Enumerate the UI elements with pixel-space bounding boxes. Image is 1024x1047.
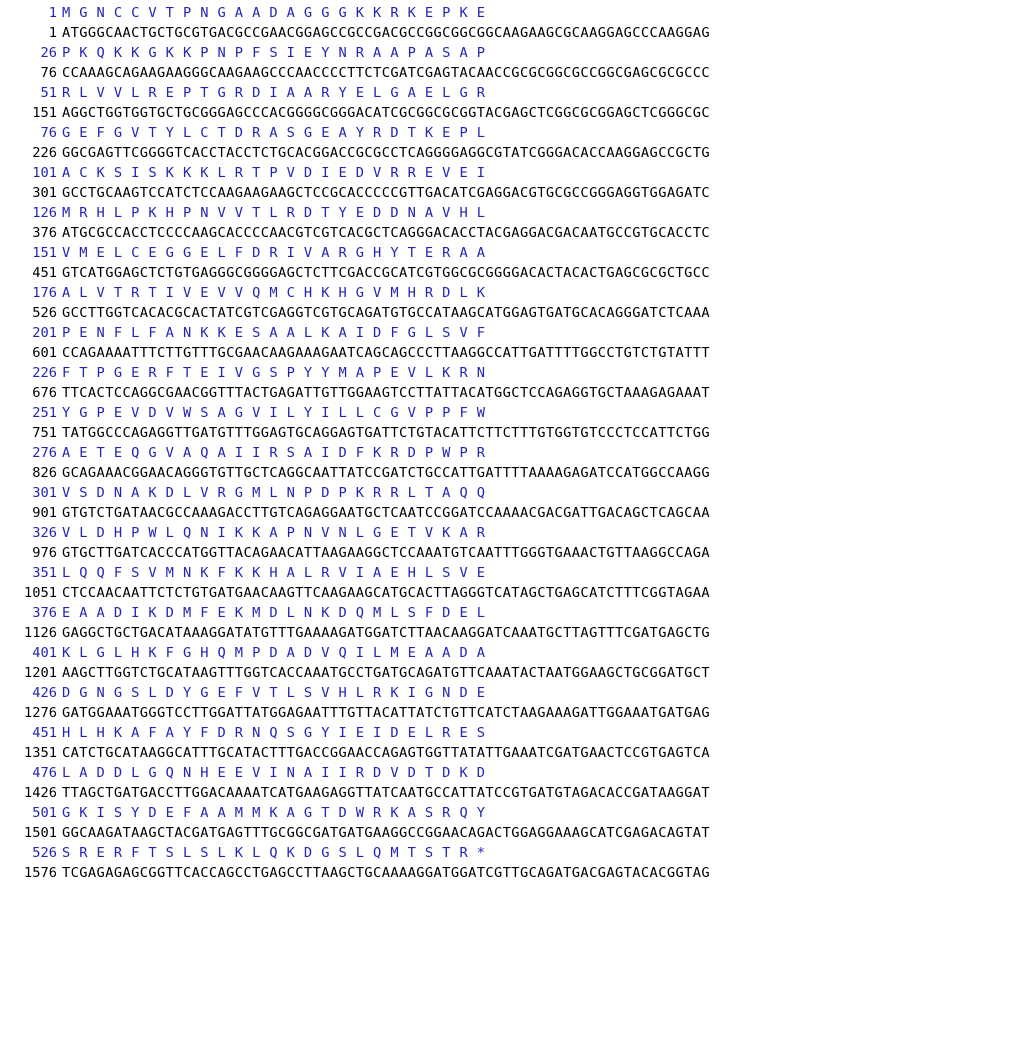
dna-sequence: GCCTGCAAGTCCATCTCCAAGAAGAAGCTCCGCACCCCCGTTGACATCGAGGACGTGCGCCGGGAGGTGGAGATC [62,185,711,201]
dna-row [0,103,1024,123]
dna-position-number: 1276 [24,705,57,721]
protein-sequence: M R H L P K H P N V V T L R D T Y E D D N A V H L [62,205,486,221]
protein-position-number: 126 [32,205,57,221]
dna-row [0,143,1024,163]
dna-row [0,663,1024,683]
protein-position-number: 301 [32,485,57,501]
dna-sequence: GTGCTTGATCACCCATGGTTACAGAACATTAAGAAGGCTCCAAATGTCAATTTGGGTGAAACTGTTAAGGCCAGA [62,545,711,561]
protein-sequence: L A D D L G Q N H E E V I N A I I R D V D T D K D [62,765,486,781]
dna-position-number: 301 [32,185,57,201]
dna-sequence: TCGAGAGAGCGGTTCACCAGCCTGAGCCTTAAGCTGCAAAAGGATGGATCGTTGCAGATGACGAGTACACGGTAG [62,865,711,881]
protein-position-number: 51 [40,85,57,101]
dna-row [0,23,1024,43]
dna-sequence: CTCCAACAATTCTCTGTGATGAACAAGTTCAAGAAGCATGCACTTAGGGTCATAGCTGAGCATCTTTCGGTAGAA [62,585,711,601]
protein-position-number: 151 [32,245,57,261]
protein-position-number: 1 [48,5,57,21]
protein-row [0,683,1024,703]
protein-row [0,283,1024,303]
protein-sequence: G E F G V T Y L C T D R A S G E A Y R D T K E P L [62,125,486,141]
dna-sequence: GGCAAGATAAGCTACGATGAGTTTGCGGCGATGATGAAGGCCGGAACAGACTGGAGGAAAGCATCGAGACAGTAT [62,825,711,841]
dna-row [0,503,1024,523]
dna-row [0,223,1024,243]
dna-row [0,623,1024,643]
protein-position-number: 251 [32,405,57,421]
protein-sequence: F T P G E R F T E I V G S P Y Y M A P E V L K R N [62,365,486,381]
dna-position-number: 1426 [24,785,57,801]
dna-row [0,743,1024,763]
dna-sequence: GGCGAGTTCGGGGTCACCTACCTCTGCACGGACCGCGCCTCAGGGGAGGCGTATCGGGACACCAAGGAGCCGCTG [62,145,711,161]
dna-sequence: AGGCTGGTGGTGCTGCGGGAGCCCACGGGGCGGGACATCGCGGCGCGGTACGAGCTCGGCGCGGAGCTCGGGCGC [62,105,711,121]
protein-position-number: 526 [32,845,57,861]
dna-row [0,263,1024,283]
protein-row [0,43,1024,63]
dna-position-number: 526 [32,305,57,321]
dna-row [0,583,1024,603]
protein-sequence: A E T E Q G V A Q A I I R S A I D F K R D P W P R [62,445,486,461]
dna-position-number: 676 [32,385,57,401]
protein-row [0,403,1024,423]
protein-sequence: G K I S Y D E F A A M M K A G T D W R K A S R Q Y [62,805,486,821]
dna-row [0,343,1024,363]
dna-sequence: CCAGAAAATTTCTTGTTTGCGAACAAGAAAGAATCAGCAGCCCTTAAGGCCATTGATTTTGGCCTGTCTGTATTT [62,345,711,361]
protein-row [0,163,1024,183]
protein-position-number: 401 [32,645,57,661]
dna-row [0,463,1024,483]
dna-row [0,383,1024,403]
protein-sequence: S R E R F T S L S L K L Q K D G S L Q M T S T R * [62,845,486,861]
dna-position-number: 1501 [24,825,57,841]
protein-row [0,803,1024,823]
protein-row [0,843,1024,863]
protein-row [0,443,1024,463]
dna-position-number: 1 [48,25,57,41]
protein-position-number: 176 [32,285,57,301]
dna-sequence: GCAGAAACGGAACAGGGTGTTGCTCAGGCAATTATCCGATCTGCCATTGATTTTAAAAGAGATCCATGGCCAAGG [62,465,711,481]
protein-row [0,603,1024,623]
protein-position-number: 451 [32,725,57,741]
protein-row [0,83,1024,103]
dna-sequence: GATGGAAATGGGTCCTTGGATTATGGAGAATTTGTTACATTATCTGTTCATCTAAGAAAGATTGGAAATGATGAG [62,705,711,721]
dna-sequence: GAGGCTGCTGACATAAAGGATATGTTTGAAAAGATGGATCTTAACAAGGATCAAATGCTTAGTTTCGATGAGCTG [62,625,711,641]
protein-row [0,323,1024,343]
dna-row [0,303,1024,323]
protein-sequence: A L V T R T I V E V V Q M C H K H G V M H R D L K [62,285,486,301]
dna-row [0,863,1024,883]
dna-position-number: 1351 [24,745,57,761]
protein-sequence: V L D H P W L Q N I K K A P N V N L G E T V K A R [62,525,486,541]
dna-sequence: GTGTCTGATAACGCCAAAGACCTTGTCAGAGGAATGCTCAATCCGGATCCAAAACGACGATTGACAGCTCAGCAA [62,505,711,521]
protein-position-number: 76 [40,125,57,141]
dna-position-number: 751 [32,425,57,441]
dna-position-number: 601 [32,345,57,361]
protein-sequence: A C K S I S K K K L R T P V D I E D V R R E V E I [62,165,486,181]
protein-row [0,563,1024,583]
protein-sequence: E A A D I K D M F E K M D L N K D Q M L S F D E L [62,605,486,621]
protein-sequence: P E N F L F A N K K E S A A L K A I D F G L S V F [62,325,486,341]
dna-row [0,783,1024,803]
dna-position-number: 1201 [24,665,57,681]
protein-position-number: 226 [32,365,57,381]
protein-position-number: 476 [32,765,57,781]
protein-position-number: 351 [32,565,57,581]
protein-row [0,203,1024,223]
protein-position-number: 276 [32,445,57,461]
protein-row [0,3,1024,23]
dna-position-number: 376 [32,225,57,241]
dna-position-number: 151 [32,105,57,121]
dna-sequence: TATGGCCCAGAGGTTGATGTTTGGAGTGCAGGAGTGATTCTGTACATTCTTCTTTGTGGTGTCCCTCCATTCTGG [62,425,711,441]
dna-position-number: 451 [32,265,57,281]
protein-sequence: L Q Q F S V M N K F K K H A L R V I A E H L S V E [62,565,486,581]
protein-position-number: 501 [32,805,57,821]
dna-sequence: TTAGCTGATGACCTTGGACAAAATCATGAAGAGGTTATCAATGCCATTATCCGTGATGTAGACACCGATAAGGAT [62,785,711,801]
dna-sequence: GCCTTGGTCACACGCACTATCGTCGAGGTCGTGCAGATGTGCCATAAGCATGGAGTGATGCACAGGGATCTCAAA [62,305,711,321]
protein-row [0,243,1024,263]
protein-sequence: H L H K A F A Y F D R N Q S G Y I E I D E L R E S [62,725,486,741]
dna-position-number: 901 [32,505,57,521]
dna-sequence: GTCATGGAGCTCTGTGAGGGCGGGGAGCTCTTCGACCGCATCGTGGCGCGGGGACACTACACTGAGCGCGCTGCC [62,265,711,281]
protein-position-number: 326 [32,525,57,541]
protein-sequence: R L V V L R E P T G R D I A A R Y E L G A E L G R [62,85,486,101]
protein-sequence: Y G P E V D V W S A G V I L Y I L L C G V P P F W [62,405,486,421]
protein-row [0,523,1024,543]
sequence-alignment-view [0,3,1024,883]
protein-row [0,643,1024,663]
dna-sequence: ATGGGCAACTGCTGCGTGACGCCGAACGGAGCCGCCGACGCCGGCGGCGGCAAGAAGCGCAAGGAGCCCAAGGAG [62,25,711,41]
dna-row [0,63,1024,83]
dna-position-number: 1051 [24,585,57,601]
protein-sequence: D G N G S L D Y G E F V T L S V H L R K I G N D E [62,685,486,701]
protein-row [0,763,1024,783]
protein-position-number: 426 [32,685,57,701]
protein-row [0,123,1024,143]
dna-position-number: 976 [32,545,57,561]
protein-sequence: M G N C C V T P N G A A D A G G G K K R K E P K E [62,5,486,21]
protein-position-number: 376 [32,605,57,621]
dna-row [0,543,1024,563]
dna-row [0,703,1024,723]
protein-position-number: 101 [32,165,57,181]
dna-sequence: AAGCTTGGTCTGCATAAGTTTGGTCACCAAATGCCTGATGCAGATGTTCAAATACTAATGGAAGCTGCGGATGCT [62,665,711,681]
dna-sequence: TTCACTCCAGGCGAACGGTTTACTGAGATTGTTGGAAGTCCTTATTACATGGCTCCAGAGGTGCTAAAGAGAAAT [62,385,711,401]
dna-position-number: 1576 [24,865,57,881]
dna-sequence: CATCTGCATAAGGCATTTGCATACTTTGACCGGAACCAGAGTGGTTATATTGAAATCGATGAACTCCGTGAGTCA [62,745,711,761]
dna-position-number: 826 [32,465,57,481]
protein-position-number: 26 [40,45,57,61]
dna-position-number: 226 [32,145,57,161]
dna-row [0,823,1024,843]
protein-sequence: V S D N A K D L V R G M L N P D P K R R L T A Q Q [62,485,486,501]
protein-sequence: K L G L H K F G H Q M P D A D V Q I L M E A A D A [62,645,486,661]
dna-position-number: 76 [40,65,57,81]
protein-sequence: P K Q K K G K K P N P F S I E Y N R A A P A S A P [62,45,486,61]
dna-sequence: ATGCGCCACCTCCCCAAGCACCCCAACGTCGTCACGCTCAGGGACACCTACGAGGACGACAATGCCGTGCACCTC [62,225,711,241]
dna-row [0,183,1024,203]
protein-row [0,723,1024,743]
protein-row [0,483,1024,503]
dna-sequence: CCAAAGCAGAAGAAGGGCAAGAAGCCCAACCCCTTCTCGATCGAGTACAACCGCGCGGCGCCGGCGAGCGCGCCC [62,65,711,81]
dna-position-number: 1126 [24,625,57,641]
dna-row [0,423,1024,443]
protein-sequence: V M E L C E G G E L F D R I V A R G H Y T E R A A [62,245,486,261]
protein-position-number: 201 [32,325,57,341]
protein-row [0,363,1024,383]
